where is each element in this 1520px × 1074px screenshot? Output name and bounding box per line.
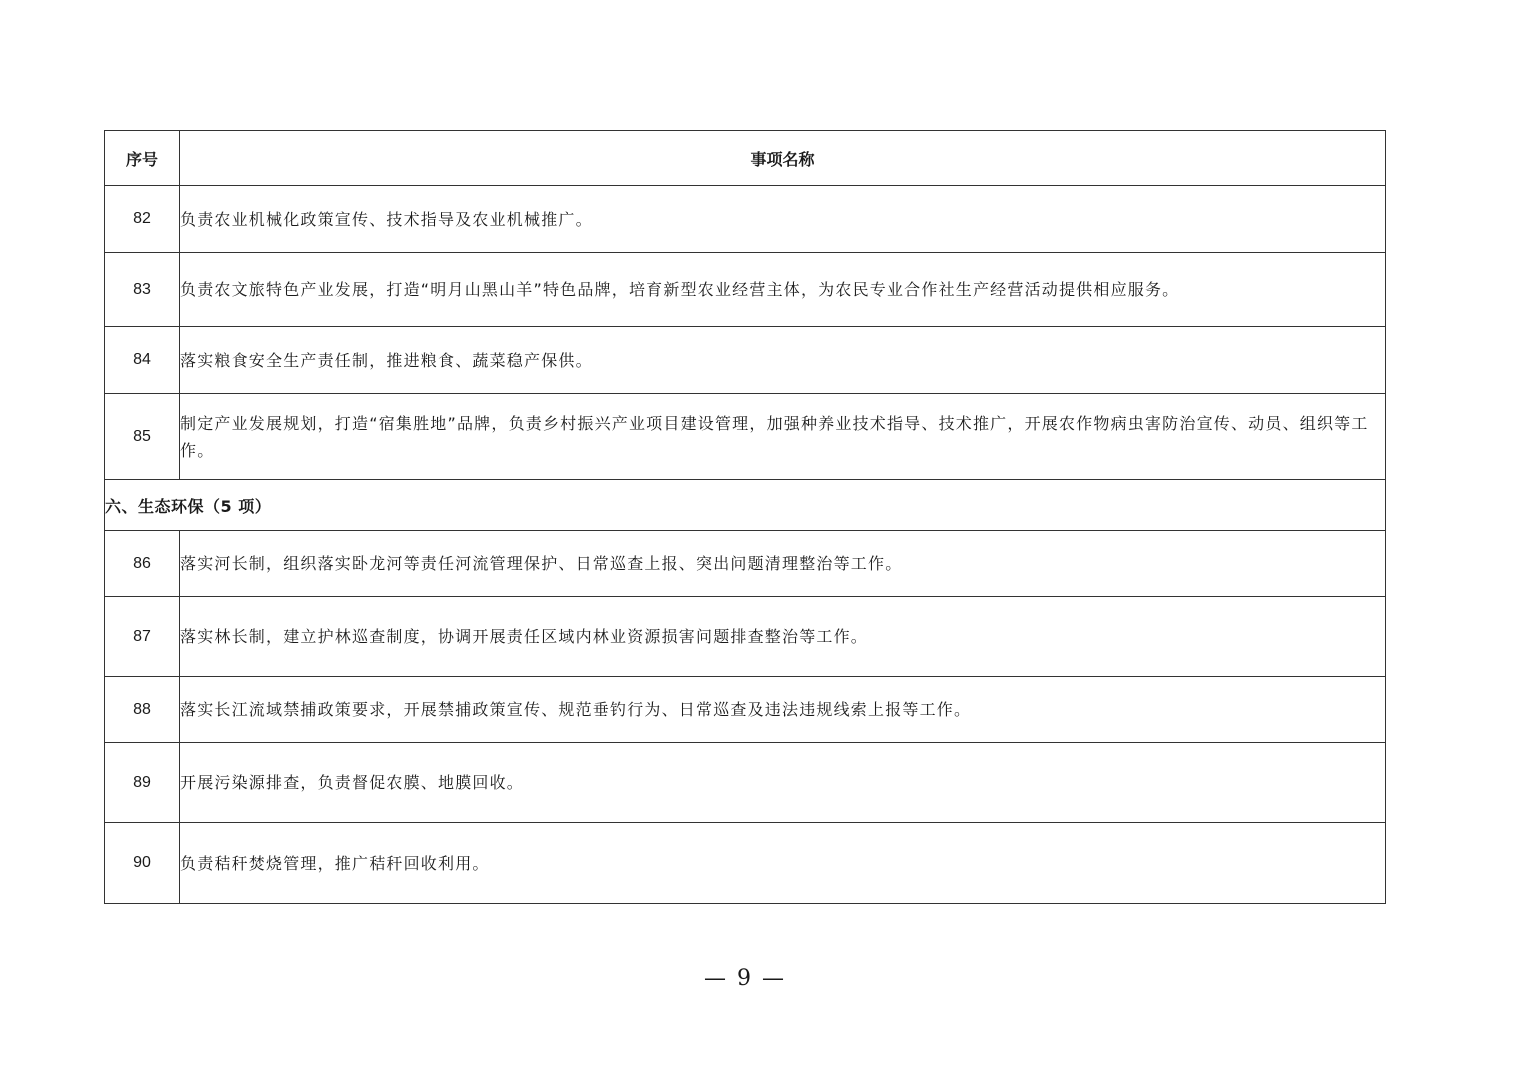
section-title: 六、生态环保（5 项） [105,480,1386,531]
header-item-name: 事项名称 [180,131,1386,186]
row-item-name: 开展污染源排查，负责督促农膜、地膜回收。 [180,743,1386,823]
row-item-name: 落实河长制，组织落实卧龙河等责任河流管理保护、日常巡查上报、突出问题清理整治等工作。 [180,531,1386,597]
row-item-name: 负责秸秆焚烧管理，推广秸秆回收利用。 [180,823,1386,904]
table-row [105,327,1386,394]
row-number: 89 [105,743,180,823]
row-number: 87 [105,597,180,677]
table-row [105,186,1386,253]
table-header-row [105,131,1386,186]
row-number: 88 [105,677,180,743]
row-number: 83 [105,253,180,327]
section-row [105,480,1386,531]
row-item-name: 落实林长制，建立护林巡查制度，协调开展责任区域内林业资源损害问题排查整治等工作。 [180,597,1386,677]
row-number: 82 [105,186,180,253]
row-number: 86 [105,531,180,597]
row-item-name: 落实粮食安全生产责任制，推进粮食、蔬菜稳产保供。 [180,327,1386,394]
table-row [105,823,1386,904]
row-number: 85 [105,394,180,480]
table-row [105,677,1386,743]
row-number: 90 [105,823,180,904]
table-row [105,597,1386,677]
table-row [105,531,1386,597]
page-number: — 9 — [704,966,786,991]
row-item-name: 落实长江流域禁捕政策要求，开展禁捕政策宣传、规范垂钓行为、日常巡查及违法违规线索上报等工作。 [180,677,1386,743]
row-item-name: 制定产业发展规划，打造“宿集胜地”品牌，负责乡村振兴产业项目建设管理，加强种养业技术指导、技术推广，开展农作物病虫害防治宣传、动员、组织等工作。 [180,394,1386,480]
row-item-name: 负责农文旅特色产业发展，打造“明月山黑山羊”特色品牌，培育新型农业经营主体，为农民专业合作社生产经营活动提供相应服务。 [180,253,1386,327]
row-number: 84 [105,327,180,394]
row-item-name: 负责农业机械化政策宣传、技术指导及农业机械推广。 [180,186,1386,253]
table-row [105,743,1386,823]
table-row [105,253,1386,327]
header-serial-number: 序号 [105,131,180,186]
table-row [105,394,1386,480]
matters-table [104,130,1386,904]
